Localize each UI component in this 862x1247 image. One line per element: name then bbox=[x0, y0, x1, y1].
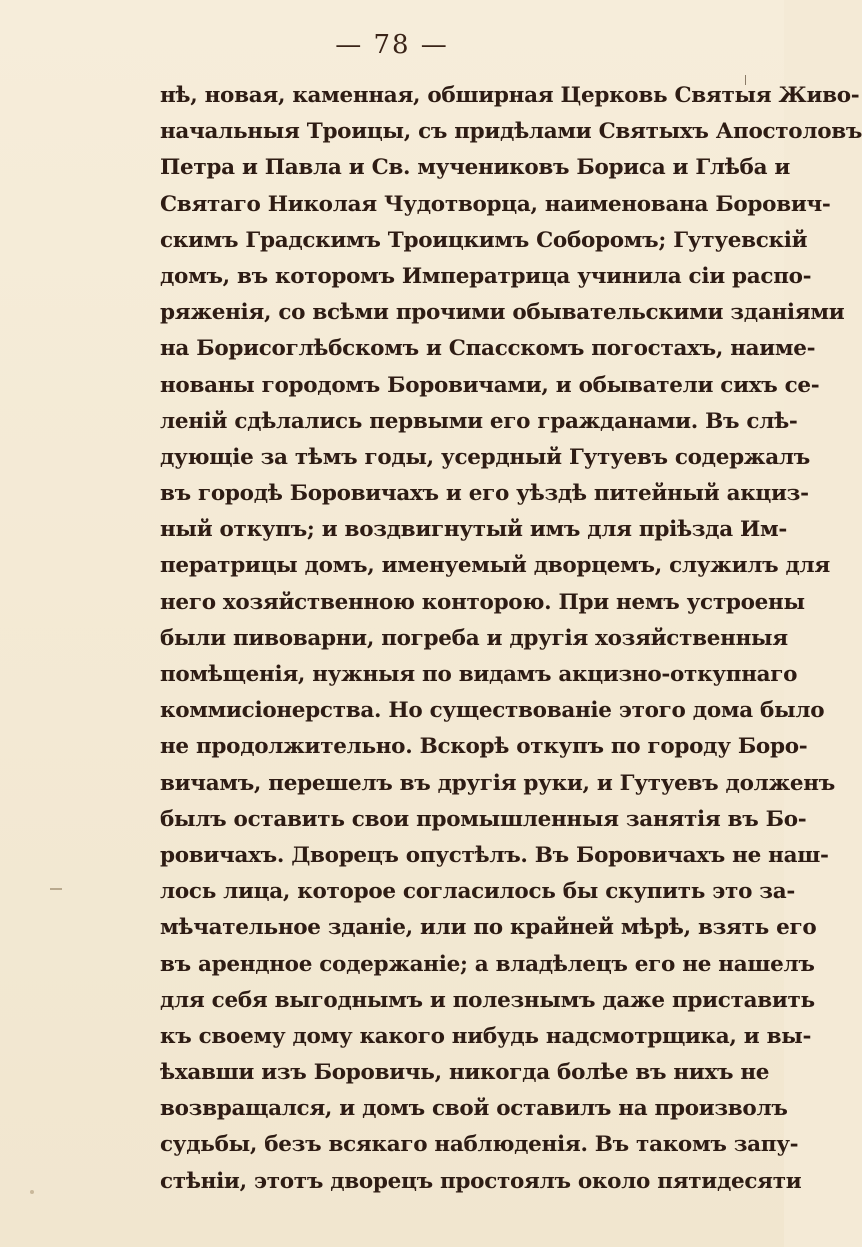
text-line: судьбы, безъ всякаго наблюденія. Въ такомъ запу- bbox=[160, 1132, 799, 1158]
text-line: для себя выгоднымъ и полезнымъ даже приставить bbox=[160, 987, 815, 1013]
text-line: начальныя Троицы, съ придѣлами Святыхъ Апостоловъ bbox=[160, 119, 862, 145]
text-line: стѣніи, этотъ дворецъ простоялъ около пятидесяти bbox=[160, 1168, 802, 1194]
text-line: помѣщенія, нужныя по видамъ акцизно-откупнаго bbox=[160, 662, 798, 687]
text-line: къ своему дому какого нибудь надсмотрщика, и вы- bbox=[160, 1023, 812, 1049]
text-line: вичамъ, перешелъ въ другія руки, и Гутуевъ долженъ bbox=[160, 770, 835, 796]
body-text bbox=[160, 78, 862, 1200]
text-line: ровичахъ. Дворецъ опустѣлъ. Въ Боровичахъ не наш- bbox=[160, 842, 829, 868]
text-line: ряженія, со всѣми прочими обывательскими зданіями bbox=[160, 300, 845, 326]
text-line: лось лица, которое согласилось бы скупить это за- bbox=[160, 879, 795, 905]
text-line: ѣхавши изъ Боровичь, никогда болѣе въ нихъ не bbox=[160, 1060, 770, 1086]
text-line: былъ оставить свои промышленныя занятія въ Бо- bbox=[160, 806, 807, 832]
margin-mark bbox=[50, 888, 62, 890]
text-line: леній сдѣлались первыми его гражданами. Въ слѣ- bbox=[160, 408, 798, 434]
page-number: — 78 — bbox=[335, 30, 449, 60]
text-line: него хозяйственною конторою. При немъ устроены bbox=[160, 589, 805, 615]
text-line: мѣчательное зданіе, или по крайней мѣрѣ, взять его bbox=[160, 915, 817, 941]
text-line: на Борисоглѣбскомъ и Спасскомъ погостахъ, наиме- bbox=[160, 336, 816, 362]
paper-speck bbox=[30, 1190, 34, 1194]
text-line: не продолжительно. Вскорѣ откупъ по городу Боро- bbox=[160, 734, 808, 760]
text-line: ператрицы домъ, именуемый дворцемъ, служилъ для bbox=[160, 553, 830, 579]
text-line: возвращался, и домъ свой оставилъ на произволъ bbox=[160, 1096, 788, 1122]
text-line: нѣ, новая, каменная, обширная Церковь Святыя Живо- bbox=[160, 83, 860, 108]
text-line: скимъ Градскимъ Троицкимъ Соборомъ; Гутуевскій bbox=[160, 227, 808, 253]
text-line: Петра и Павла и Св. мучениковъ Бориса и Глѣба и bbox=[160, 155, 791, 181]
text-line: коммисіонерства. Но существованіе этого дома было bbox=[160, 698, 825, 724]
text-line: нованы городомъ Боровичами, и обыватели сихъ се- bbox=[160, 372, 820, 398]
text-line: въ арендное содержаніе; а владѣлецъ его не нашелъ bbox=[160, 951, 815, 977]
text-line: Святаго Николая Чудотворца, наименована Борович- bbox=[160, 191, 831, 217]
text-line: дующіе за тѣмъ годы, усердный Гутуевъ содержалъ bbox=[160, 444, 810, 470]
text-line: были пивоварни, погреба и другія хозяйственныя bbox=[160, 625, 788, 651]
text-line: ный откупъ; и воздвигнутый имъ для пріѣзда Им- bbox=[160, 517, 788, 543]
text-line: въ городѣ Боровичахъ и его уѣздѣ питейный акциз- bbox=[160, 481, 809, 507]
text-line: домъ, въ которомъ Императрица учинила сіи распо- bbox=[160, 263, 812, 289]
